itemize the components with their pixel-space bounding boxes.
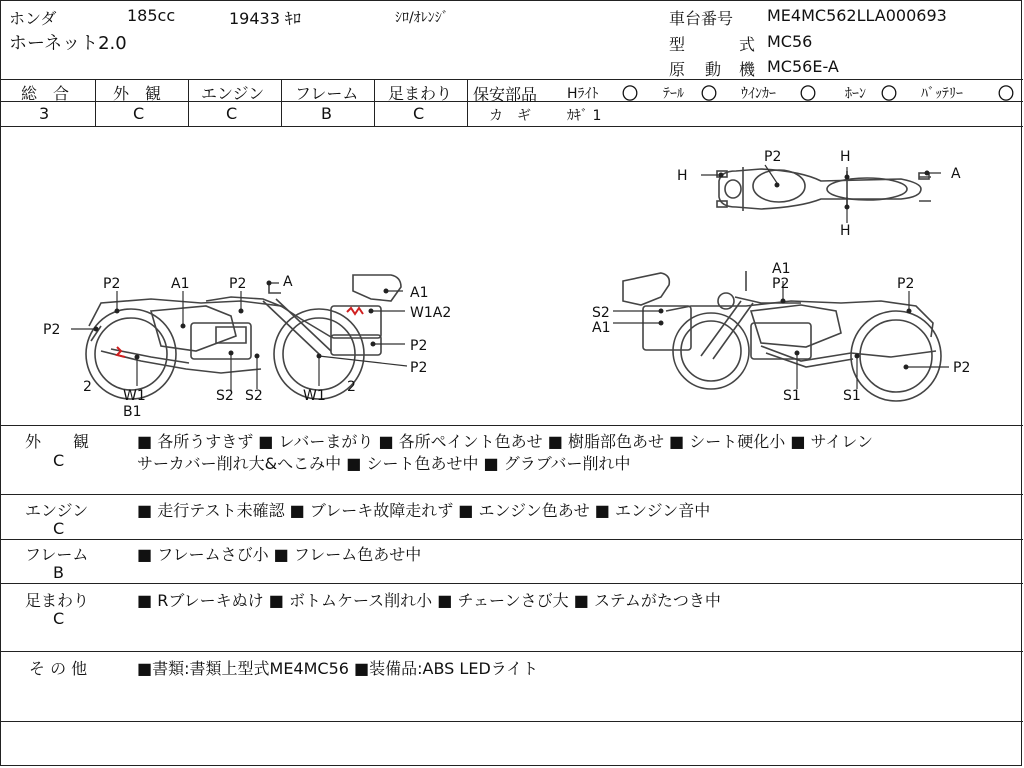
damage-diagram xyxy=(1,127,1023,425)
left-label-w1a2: W1A2 xyxy=(410,305,452,321)
left-label-2-a: 2 xyxy=(83,379,92,395)
right-label-s1-b: S1 xyxy=(843,388,861,404)
left-label-a-top: A xyxy=(283,274,293,290)
safety-label: 保安部品 xyxy=(473,85,538,104)
remark-engine-grade: C xyxy=(53,519,65,538)
top-label-h-top: H xyxy=(840,149,851,165)
top-label-p2: P2 xyxy=(764,149,782,165)
divider xyxy=(1,583,1023,584)
grade-engine-value: C xyxy=(226,104,238,123)
divider xyxy=(95,79,96,126)
safety-item-headlight: Hﾗｲﾄ xyxy=(567,86,599,102)
left-label-2-b: 2 xyxy=(347,379,356,395)
right-label-a1: A1 xyxy=(592,320,611,336)
left-label-p2-left: P2 xyxy=(43,322,61,338)
remark-exterior-line-1: ■ 各所うすきず ■ レバーまがり ■ 各所ペイント色あせ ■ 樹脂部色あせ ■ シート硬化小 ■ サイレン xyxy=(137,432,874,451)
engine-label-c: 機 xyxy=(739,60,756,79)
safety-item-battery: ﾊﾞｯﾃﾘｰ xyxy=(921,86,963,102)
safety-mark-battery: 〇 xyxy=(998,84,1015,103)
safety-mark-headlight: 〇 xyxy=(622,84,639,103)
grade-total-value: 3 xyxy=(39,104,50,123)
remark-exterior-label: 外 観 xyxy=(25,432,90,451)
remark-engine-line-1: ■ 走行テスト未確認 ■ ブレーキ故障走れず ■ エンジン色あせ ■ エンジン音中 xyxy=(137,501,711,520)
remark-other-line-1: ■書類:書類上型式ME4MC56 ■装備品:ABS LEDライト xyxy=(137,659,539,678)
remark-exterior-grade: C xyxy=(53,451,65,470)
right-label-s2: S2 xyxy=(592,305,610,321)
grade-frame-value: B xyxy=(321,104,332,123)
maker: ホンダ xyxy=(9,9,57,28)
right-label-p2-right: P2 xyxy=(897,276,915,292)
bike-top-view xyxy=(717,167,931,211)
chassis-value: ME4MC562LLA000693 xyxy=(767,6,947,25)
grade-frame-label: フレーム xyxy=(295,84,359,103)
remark-suspension-line-1: ■ Rブレーキぬけ ■ ボトムケース削れ小 ■ チェーンさび大 ■ ステムがたつき中 xyxy=(137,591,721,610)
color: ｼﾛ/ｵﾚﾝｼﾞ xyxy=(395,10,449,26)
grade-suspension-value: C xyxy=(413,104,425,123)
left-label-p2-c: P2 xyxy=(410,338,428,354)
left-label-b1: B1 xyxy=(123,404,142,420)
left-label-a1-a: A1 xyxy=(171,276,190,292)
right-label-p2-top: P2 xyxy=(772,276,790,292)
left-label-p2-a: P2 xyxy=(103,276,121,292)
grade-engine-label: エンジン xyxy=(201,84,265,103)
remark-other-label: そ の 他 xyxy=(29,659,88,678)
divider xyxy=(1,79,1023,80)
remark-engine-label: エンジン xyxy=(25,501,89,520)
divider xyxy=(374,79,375,126)
safety-item-winker: ｳｲﾝｶｰ xyxy=(741,86,776,102)
safety-item-horn: ﾎｰﾝ xyxy=(845,86,866,102)
model-name: ホーネット2.0 xyxy=(9,33,127,54)
mileage: 19433 ｷﾛ xyxy=(229,9,301,28)
left-label-p2-b: P2 xyxy=(229,276,247,292)
safety-mark-winker: 〇 xyxy=(800,84,817,103)
top-label-a: A xyxy=(951,166,961,182)
left-label-w1-a: W1 xyxy=(123,388,146,404)
left-label-a1-b: A1 xyxy=(410,285,429,301)
divider xyxy=(1,651,1023,652)
type-label-a: 型 xyxy=(669,35,686,54)
engine-label-b: 動 xyxy=(705,60,722,79)
top-label-h-left: H xyxy=(677,168,688,184)
grade-exterior-label: 外 観 xyxy=(113,84,162,103)
grade-exterior-value: C xyxy=(133,104,145,123)
divider xyxy=(1,539,1023,540)
safety-item-tail: ﾃｰﾙ xyxy=(663,86,684,102)
remark-frame-line-1: ■ フレームさび小 ■ フレーム色あせ中 xyxy=(137,545,422,564)
damage-mark xyxy=(347,308,363,314)
left-label-s2-a: S2 xyxy=(216,388,234,404)
top-label-h-bottom: H xyxy=(840,223,851,239)
engine-value: MC56E-A xyxy=(767,57,839,76)
key-label: カ ギ xyxy=(489,108,531,124)
safety-mark-horn: 〇 xyxy=(881,84,898,103)
right-label-a1-top: A1 xyxy=(772,261,791,277)
divider xyxy=(188,79,189,126)
divider xyxy=(281,79,282,126)
divider xyxy=(1,425,1023,426)
divider xyxy=(1,494,1023,495)
right-label-s1-a: S1 xyxy=(783,388,801,404)
remark-frame-grade: B xyxy=(53,563,64,582)
displacement: 185cc xyxy=(127,6,176,25)
type-value: MC56 xyxy=(767,32,813,51)
left-label-w1-b: W1 xyxy=(303,388,326,404)
remark-suspension-grade: C xyxy=(53,609,65,628)
chassis-label: 車台番号 xyxy=(669,9,734,28)
divider xyxy=(1,721,1023,722)
remark-frame-label: フレーム xyxy=(25,545,89,564)
remark-exterior-line-2: サーカバー削れ大&へこみ中 ■ シート色あせ中 ■ グラブバー削れ中 xyxy=(137,454,631,473)
grade-total-label: 総 合 xyxy=(21,84,70,103)
safety-mark-tail: 〇 xyxy=(701,84,718,103)
key-value: ｶｷﾞ 1 xyxy=(567,108,602,124)
left-label-s2-b: S2 xyxy=(245,388,263,404)
right-label-p2-low: P2 xyxy=(953,360,971,376)
grade-suspension-label: 足まわり xyxy=(388,84,453,103)
left-label-p2-d: P2 xyxy=(410,360,428,376)
type-label-b: 式 xyxy=(739,35,756,54)
divider xyxy=(467,79,468,126)
engine-label-a: 原 xyxy=(669,60,686,79)
remark-suspension-label: 足まわり xyxy=(25,591,90,610)
